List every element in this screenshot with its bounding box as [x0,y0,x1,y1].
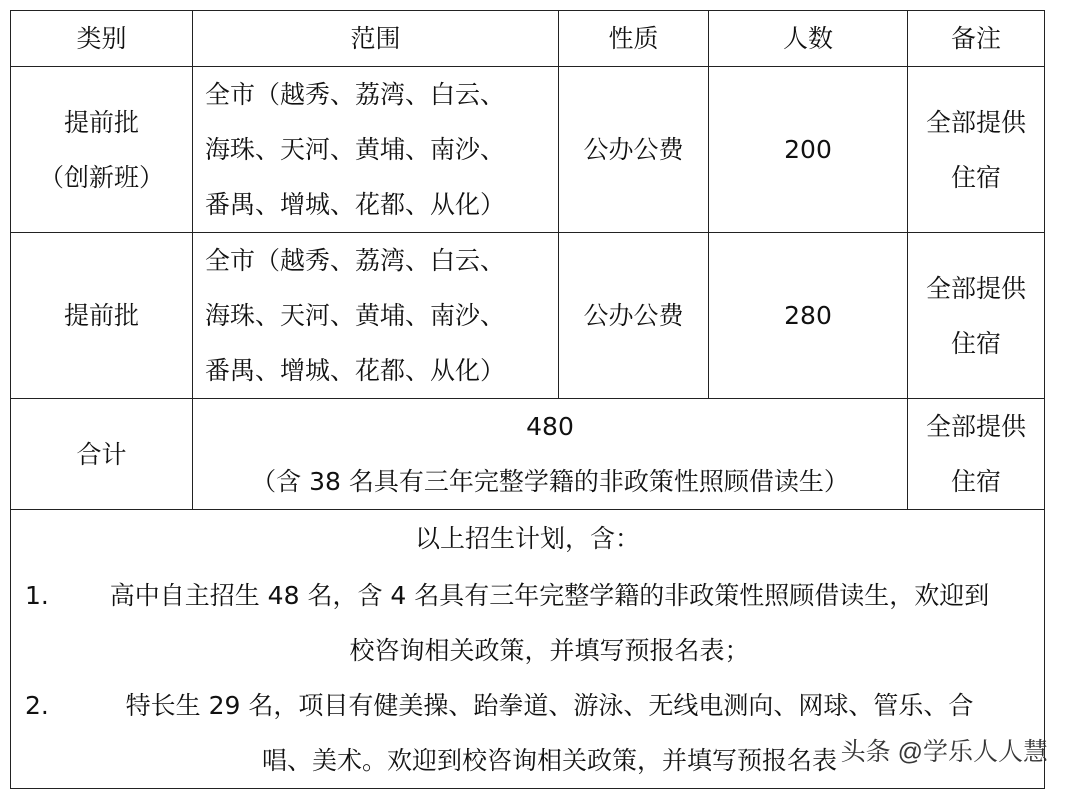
range-line: 番禺、增城、花都、从化） [205,356,506,385]
total-count: 480 [526,412,574,441]
range-cell [193,67,559,233]
note-line: 特长生 29 名，项目有健美操、跆拳道、游泳、无线电测向、网球、管乐、合 [125,691,974,720]
range-line: 海珠、天河、黄埔、南沙、 [205,301,506,330]
header-count: 人数 [709,11,908,67]
range-line: 全市（越秀、荔湾、白云、 [205,246,506,275]
range-line: 海珠、天河、黄埔、南沙、 [205,135,506,164]
table-row [11,233,1045,399]
remark-cell [908,399,1045,510]
nature-cell: 公办公费 [559,67,709,233]
total-count-cell [193,399,908,510]
category-subline: （创新班） [38,162,164,192]
header-nature: 性质 [559,11,709,67]
total-note: （含 38 名具有三年完整学籍的非政策性照顾借读生） [251,467,849,496]
range-line: 番禺、增城、花都、从化） [205,190,506,219]
range-line: 全市（越秀、荔湾、白云、 [205,80,506,109]
table-header-row [11,11,1045,67]
remark-line: 全部提供 [925,412,1026,441]
category-cell: 提前批 [11,233,193,399]
remark-line: 住宿 [950,467,1001,496]
note-item [11,568,1044,678]
admission-plan-table [10,10,1045,789]
note-line: 高中自主招生 48 名，含 4 名具有三年完整学籍的非政策性照顾借读生，欢迎到 [109,581,990,610]
category-cell [11,67,193,233]
remark-line: 住宿 [950,162,1001,192]
notes-title: 以上招生计划，含： [414,524,640,553]
source-watermark: 头条 @学乐人人慧 [840,738,1048,766]
header-remark: 备注 [908,11,1045,67]
nature-cell: 公办公费 [559,233,709,399]
note-line: 唱、美术。欢迎到校咨询相关政策，并填写预报名表 [261,746,837,775]
remark-line: 全部提供 [925,273,1026,303]
remark-cell [908,67,1045,233]
admission-plan-document [10,10,1070,782]
remark-line: 住宿 [950,328,1001,358]
remark-line: 全部提供 [925,107,1026,137]
total-label-cell: 合计 [11,399,193,510]
category-line: 提前批 [63,107,139,137]
header-category: 类别 [11,11,193,67]
count-cell: 200 [709,67,908,233]
count-cell: 280 [709,233,908,399]
remark-cell [908,233,1045,399]
range-cell [193,233,559,399]
header-range: 范围 [193,11,559,67]
note-line: 校咨询相关政策，并填写预报名表； [349,636,750,665]
note-number: 1. [25,581,49,610]
table-row [11,67,1045,233]
note-number: 2. [25,691,49,720]
total-row [11,399,1045,510]
